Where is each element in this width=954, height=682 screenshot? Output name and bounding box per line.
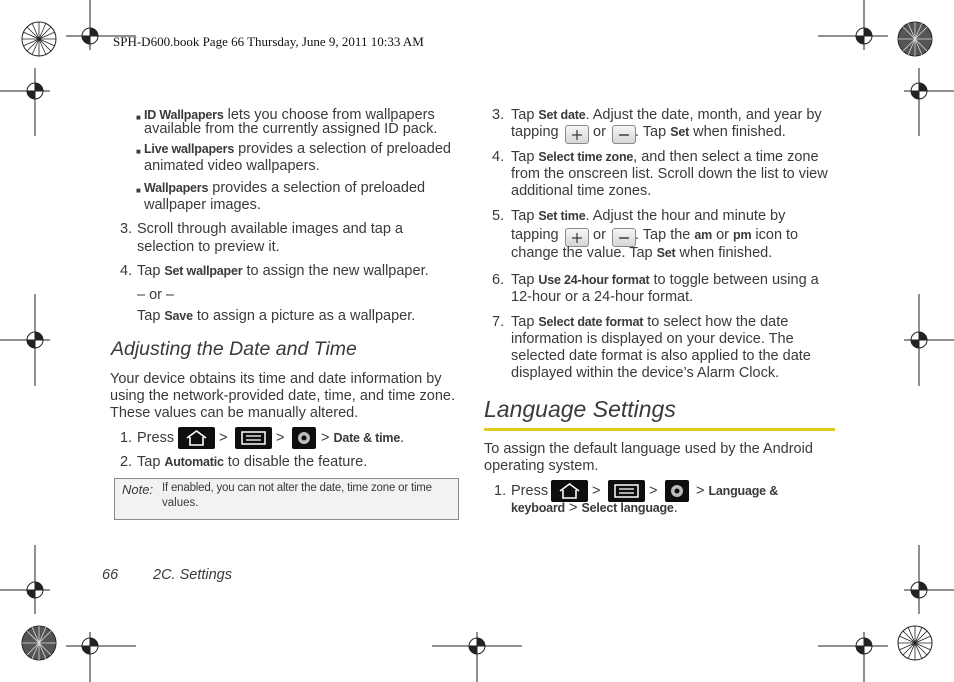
step-number: 7.	[492, 314, 505, 330]
step-2-text: Tap Automatic to disable the feature.	[137, 454, 368, 470]
menu-icon	[608, 480, 645, 502]
menu-icon	[235, 427, 272, 449]
path-separator: >	[276, 430, 285, 446]
plus-icon	[565, 125, 589, 144]
bullet-live-wallpapers: Live wallpapers provides a selection of preloaded	[144, 141, 451, 157]
note-text: If enabled, you can not alter the date, time zone or time	[162, 482, 432, 494]
intro-text: These values can be manually altered.	[110, 405, 359, 421]
language-path: > Language &	[696, 483, 779, 499]
bullet-text-line: available from the currently assigned ID pack.	[144, 121, 438, 137]
path-separator: >	[592, 483, 601, 499]
path-separator: >	[219, 430, 228, 446]
bullet-id-wallpapers: ID Wallpapers lets you choose from wallpapers	[144, 107, 435, 123]
step-5-text: . Tap the am or pm icon to	[635, 227, 799, 243]
section-footer: 2C. Settings	[153, 567, 232, 583]
step-number: 1.	[120, 430, 133, 446]
step-4-text: Tap Set wallpaper to assign the new wallpaper.	[137, 263, 429, 279]
bullet-text-line: animated video wallpapers.	[144, 158, 320, 174]
step-5-text: Tap Set time. Adjust the hour and minute by	[511, 208, 786, 224]
step-number: 6.	[492, 272, 505, 288]
bullet-text-line: wallpaper images.	[144, 197, 261, 213]
step-7-text: Tap Select date format to select how the date	[511, 314, 789, 330]
heading-underline	[484, 428, 835, 431]
note-text: values.	[162, 497, 199, 509]
path-separator: >	[649, 483, 658, 499]
minus-icon	[612, 125, 636, 144]
bullet-marker: ■	[136, 113, 141, 122]
step-6-text: 12-hour or a 24-hour format.	[511, 289, 694, 305]
home-icon	[178, 427, 215, 449]
step-3-text: Tap Set date. Adjust the date, month, and year by	[511, 107, 822, 123]
bullet-marker: ■	[136, 147, 141, 156]
intro-text: To assign the default language used by the Android	[484, 441, 813, 457]
settings-icon	[292, 427, 316, 449]
or-text: or	[593, 124, 606, 140]
step-number: 4.	[492, 149, 505, 165]
page-number: 66	[102, 567, 119, 583]
step-6-text: Tap Use 24-hour format to toggle between using a	[511, 272, 819, 288]
step-5-text: change the value. Tap Set when finished.	[511, 245, 773, 261]
press-label: Press	[511, 483, 549, 499]
press-label: Press	[137, 430, 175, 446]
step-number: 4.	[120, 263, 133, 279]
intro-text: operating system.	[484, 458, 599, 474]
step-4-text: Tap Select time zone, and then select a time zone	[511, 149, 819, 165]
or-separator: – or –	[137, 287, 175, 303]
note-label: Note:	[122, 482, 154, 497]
language-path: keyboard > Select language.	[511, 500, 678, 516]
step-number: 5.	[492, 208, 505, 224]
book-header: SPH-D600.book Page 66 Thursday, June 9, 2011 10:33 AM	[113, 34, 424, 49]
bullet-wallpapers: Wallpapers provides a selection of preloaded	[144, 180, 426, 196]
step-5-text: tapping	[511, 227, 559, 243]
section-heading-date-time: Adjusting the Date and Time	[111, 338, 357, 360]
step-7-text: information is displayed on your device. The	[511, 331, 794, 347]
settings-icon	[665, 480, 689, 502]
step-4-text: additional time zones.	[511, 183, 652, 199]
intro-text: using the network-provided date, time, and time zone.	[110, 388, 455, 404]
intro-text: Your device obtains its time and date information by	[110, 371, 442, 387]
step-number: 1.	[494, 483, 507, 499]
home-icon	[551, 480, 588, 502]
bullet-marker: ■	[136, 186, 141, 195]
section-heading-language-settings: Language Settings	[484, 396, 676, 422]
step-3-text: Scroll through available images and tap a	[137, 221, 403, 237]
step-4-text: from the onscreen list. Scroll down the list to view	[511, 166, 828, 182]
step-3-text: selection to preview it.	[137, 239, 280, 255]
step-3-text: tapping	[511, 124, 559, 140]
step-3-text: . Tap Set when finished.	[635, 124, 786, 140]
step-7-text: selected date format is also applied to the date	[511, 348, 811, 364]
date-time-path: > Date & time.	[321, 430, 405, 446]
step-7-text: displayed within the device’s Alarm Clock.	[511, 365, 780, 381]
step-number: 3.	[120, 221, 133, 237]
step-number: 3.	[492, 107, 505, 123]
save-instruction: Tap Save to assign a picture as a wallpaper.	[137, 308, 416, 324]
or-text: or	[593, 227, 606, 243]
step-number: 2.	[120, 454, 133, 470]
